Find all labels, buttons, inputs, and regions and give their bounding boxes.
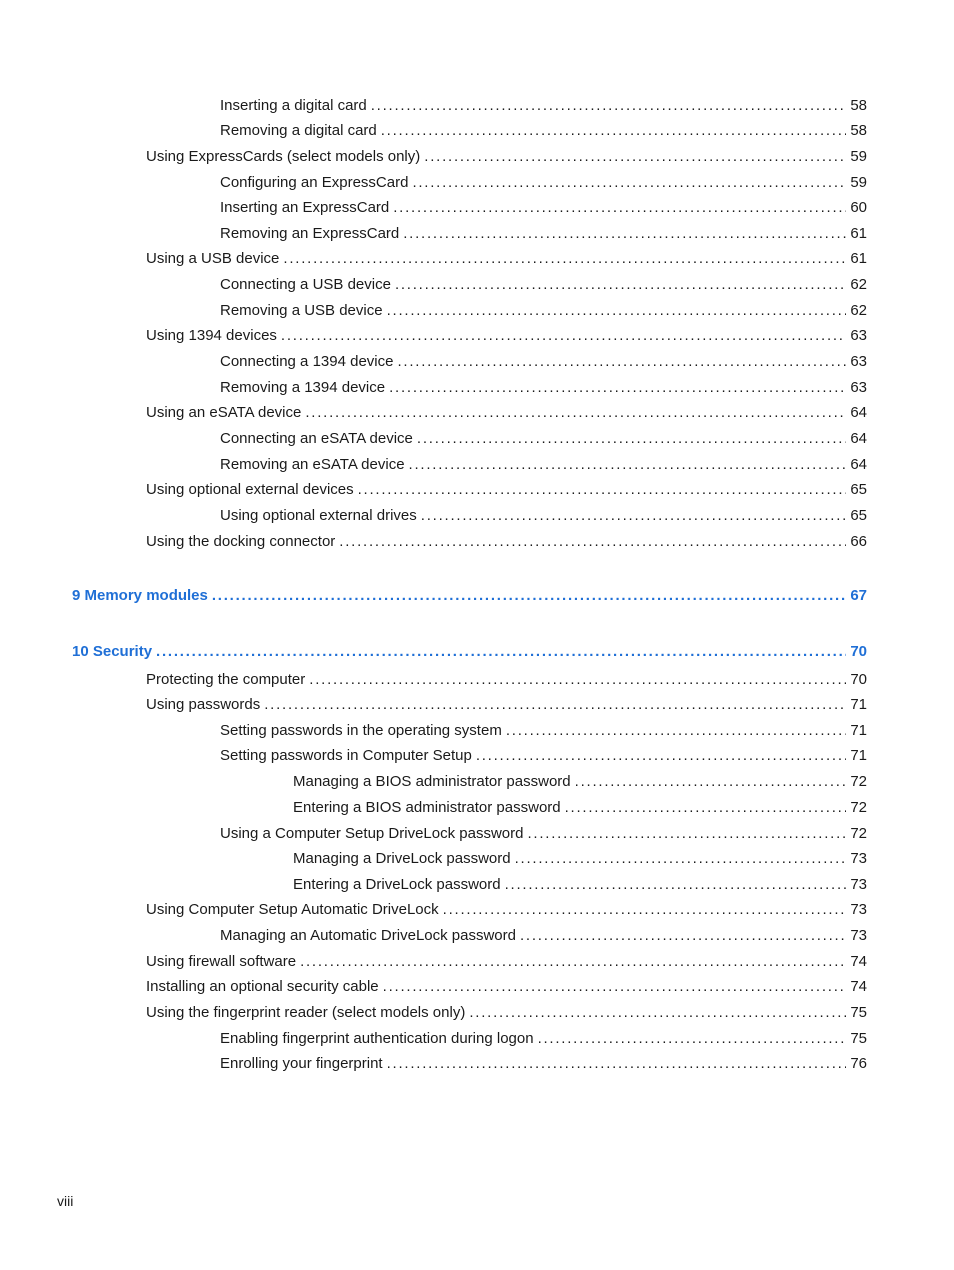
toc-entry[interactable]: [146, 900, 867, 920]
toc-entry[interactable]: [220, 506, 867, 526]
dot-leader: [469, 1003, 846, 1023]
toc-entry-title: Using the fingerprint reader (select models only): [146, 1004, 466, 1021]
toc-entry-title: Connecting a USB device: [220, 276, 391, 293]
toc-entry-page: 74: [850, 978, 867, 995]
toc-entry[interactable]: [220, 224, 867, 244]
toc-entry-page: 64: [850, 456, 867, 473]
toc-entry[interactable]: [220, 1029, 867, 1049]
dot-leader: [264, 695, 846, 715]
toc-entry-page: 63: [850, 353, 867, 370]
dot-leader: [300, 952, 846, 972]
toc-entry[interactable]: [220, 275, 867, 295]
toc-entry-page: 71: [850, 696, 867, 713]
toc-entry-title: Entering a BIOS administrator password: [293, 799, 561, 816]
toc-entry-title: Protecting the computer: [146, 671, 306, 688]
dot-leader: [283, 249, 846, 269]
toc-entry-page: 58: [850, 97, 867, 114]
toc-entry-page: 75: [850, 1004, 867, 1021]
toc-entry-title: Using optional external devices: [146, 481, 354, 498]
toc-entry[interactable]: [146, 403, 867, 423]
toc-entry[interactable]: [146, 147, 867, 167]
dot-leader: [527, 824, 846, 844]
toc-entry-page: 73: [850, 901, 867, 918]
dot-leader: [309, 670, 846, 690]
toc-entry[interactable]: [293, 798, 867, 818]
dot-leader: [393, 198, 846, 218]
toc-entry-page: 70: [850, 671, 867, 688]
dot-leader: [212, 586, 846, 606]
toc-entry[interactable]: [220, 824, 867, 844]
toc-entry-title: Entering a DriveLock password: [293, 876, 501, 893]
dot-leader: [381, 121, 847, 141]
dot-leader: [424, 147, 846, 167]
dot-leader: [387, 301, 847, 321]
toc-entry-title: Using a Computer Setup DriveLock password: [220, 825, 524, 842]
toc-entry-title: Using ExpressCards (select models only): [146, 148, 421, 165]
toc-chapter-title: 9 Memory modules: [72, 587, 208, 604]
toc-entry-page: 74: [850, 953, 867, 970]
dot-leader: [389, 378, 846, 398]
toc-entry-page: 64: [850, 404, 867, 421]
toc-entry[interactable]: [146, 952, 867, 972]
toc-entry[interactable]: [220, 121, 867, 141]
toc-entry-title: Removing a USB device: [220, 302, 383, 319]
toc-entry[interactable]: [146, 977, 867, 997]
toc-entry[interactable]: [146, 695, 867, 715]
toc-entry-page: 73: [850, 850, 867, 867]
toc-entry-page: 58: [850, 122, 867, 139]
page-number: viii: [57, 1193, 74, 1209]
toc-entry[interactable]: [293, 772, 867, 792]
toc-entry[interactable]: [220, 198, 867, 218]
toc-entry-page: 61: [850, 225, 867, 242]
toc-entry-title: Removing a digital card: [220, 122, 377, 139]
toc-entry-title: Using passwords: [146, 696, 261, 713]
toc-entry[interactable]: [220, 721, 867, 741]
dot-leader: [395, 275, 846, 295]
toc-entry-page: 71: [850, 747, 867, 764]
toc-entry[interactable]: [293, 849, 867, 869]
toc-entry-title: Removing a 1394 device: [220, 379, 386, 396]
toc-entry[interactable]: [146, 249, 867, 269]
dot-leader: [387, 1054, 847, 1074]
toc-entry[interactable]: [220, 378, 867, 398]
toc-entry[interactable]: [146, 532, 867, 552]
toc-entry[interactable]: [220, 173, 867, 193]
dot-leader: [339, 532, 846, 552]
toc-entry-title: Using Computer Setup Automatic DriveLock: [146, 901, 439, 918]
dot-leader: [520, 926, 846, 946]
toc-entry-page: 72: [850, 825, 867, 842]
toc-entry-page: 71: [850, 722, 867, 739]
dot-leader: [575, 772, 847, 792]
toc-chapter-title: 10 Security: [72, 643, 153, 660]
dot-leader: [515, 849, 847, 869]
toc-entry-page: 63: [850, 379, 867, 396]
toc-entry-title: Using the docking connector: [146, 533, 336, 550]
toc-entry-title: Removing an ExpressCard: [220, 225, 400, 242]
toc-entry[interactable]: [146, 670, 867, 690]
toc-entry-page: 59: [850, 148, 867, 165]
toc-entry-title: Using optional external drives: [220, 507, 417, 524]
dot-leader: [156, 642, 846, 662]
toc-entry-page: 64: [850, 430, 867, 447]
toc-entry-title: Inserting an ExpressCard: [220, 199, 390, 216]
toc-entry-page: 73: [850, 876, 867, 893]
toc-entry[interactable]: [146, 1003, 867, 1023]
toc-entry[interactable]: [146, 326, 867, 346]
dot-leader: [538, 1029, 847, 1049]
toc-entry[interactable]: [220, 301, 867, 321]
toc-entry-title: Using an eSATA device: [146, 404, 302, 421]
toc-entry-title: Using firewall software: [146, 953, 297, 970]
toc-entry-page: 62: [850, 302, 867, 319]
toc-entry-page: 61: [850, 250, 867, 267]
toc-entry[interactable]: [146, 480, 867, 500]
toc-entry-page: 65: [850, 507, 867, 524]
toc-entry[interactable]: [220, 1054, 867, 1074]
dot-leader: [421, 506, 847, 526]
toc-chapter-memory-modules[interactable]: [72, 586, 867, 606]
toc-entry-title: Enrolling your fingerprint: [220, 1055, 383, 1072]
dot-leader: [565, 798, 847, 818]
toc-entry-title: Setting passwords in Computer Setup: [220, 747, 472, 764]
toc-entry-title: Inserting a digital card: [220, 97, 367, 114]
toc-entry[interactable]: [220, 926, 867, 946]
toc-entry[interactable]: [220, 96, 867, 116]
toc-entry-page: 63: [850, 327, 867, 344]
dot-leader: [281, 326, 846, 346]
toc-entry-title: Using a USB device: [146, 250, 280, 267]
toc-entry-title: Using 1394 devices: [146, 327, 277, 344]
toc-entry[interactable]: [220, 455, 867, 475]
toc-entry[interactable]: [220, 352, 867, 372]
toc-entry[interactable]: [293, 875, 867, 895]
dot-leader: [371, 96, 847, 116]
toc-entry-page: 65: [850, 481, 867, 498]
toc-entry-title: Setting passwords in the operating system: [220, 722, 502, 739]
dot-leader: [412, 173, 846, 193]
toc-chapter-security[interactable]: [72, 642, 867, 662]
dot-leader: [417, 429, 846, 449]
dot-leader: [443, 900, 847, 920]
dot-leader: [505, 875, 847, 895]
dot-leader: [358, 480, 847, 500]
dot-leader: [409, 455, 847, 475]
toc-entry-page: 76: [850, 1055, 867, 1072]
toc-chapter-page: 67: [850, 587, 867, 604]
dot-leader: [476, 746, 847, 766]
toc-entry-title: Managing an Automatic DriveLock password: [220, 927, 516, 944]
toc-entry-page: 72: [850, 773, 867, 790]
toc-entry-page: 72: [850, 799, 867, 816]
toc-entry-title: Managing a BIOS administrator password: [293, 773, 571, 790]
toc-entry[interactable]: [220, 429, 867, 449]
toc-entry-page: 73: [850, 927, 867, 944]
toc-entry-title: Removing an eSATA device: [220, 456, 405, 473]
toc-chapter-page: 70: [850, 643, 867, 660]
toc-entry-title: Enabling fingerprint authentication during logon: [220, 1030, 534, 1047]
toc-entry-title: Connecting a 1394 device: [220, 353, 394, 370]
dot-leader: [506, 721, 846, 741]
dot-leader: [305, 403, 846, 423]
dot-leader: [397, 352, 846, 372]
toc-entry-page: 66: [850, 533, 867, 550]
toc-entry-page: 62: [850, 276, 867, 293]
toc-entry-title: Managing a DriveLock password: [293, 850, 511, 867]
toc-entry-page: 60: [850, 199, 867, 216]
toc-entry-title: Configuring an ExpressCard: [220, 174, 409, 191]
dot-leader: [383, 977, 847, 997]
toc-entry-title: Installing an optional security cable: [146, 978, 379, 995]
toc-entry-page: 75: [850, 1030, 867, 1047]
toc-entry-title: Connecting an eSATA device: [220, 430, 413, 447]
toc-entry-page: 59: [850, 174, 867, 191]
toc-entry[interactable]: [220, 746, 867, 766]
dot-leader: [403, 224, 846, 244]
